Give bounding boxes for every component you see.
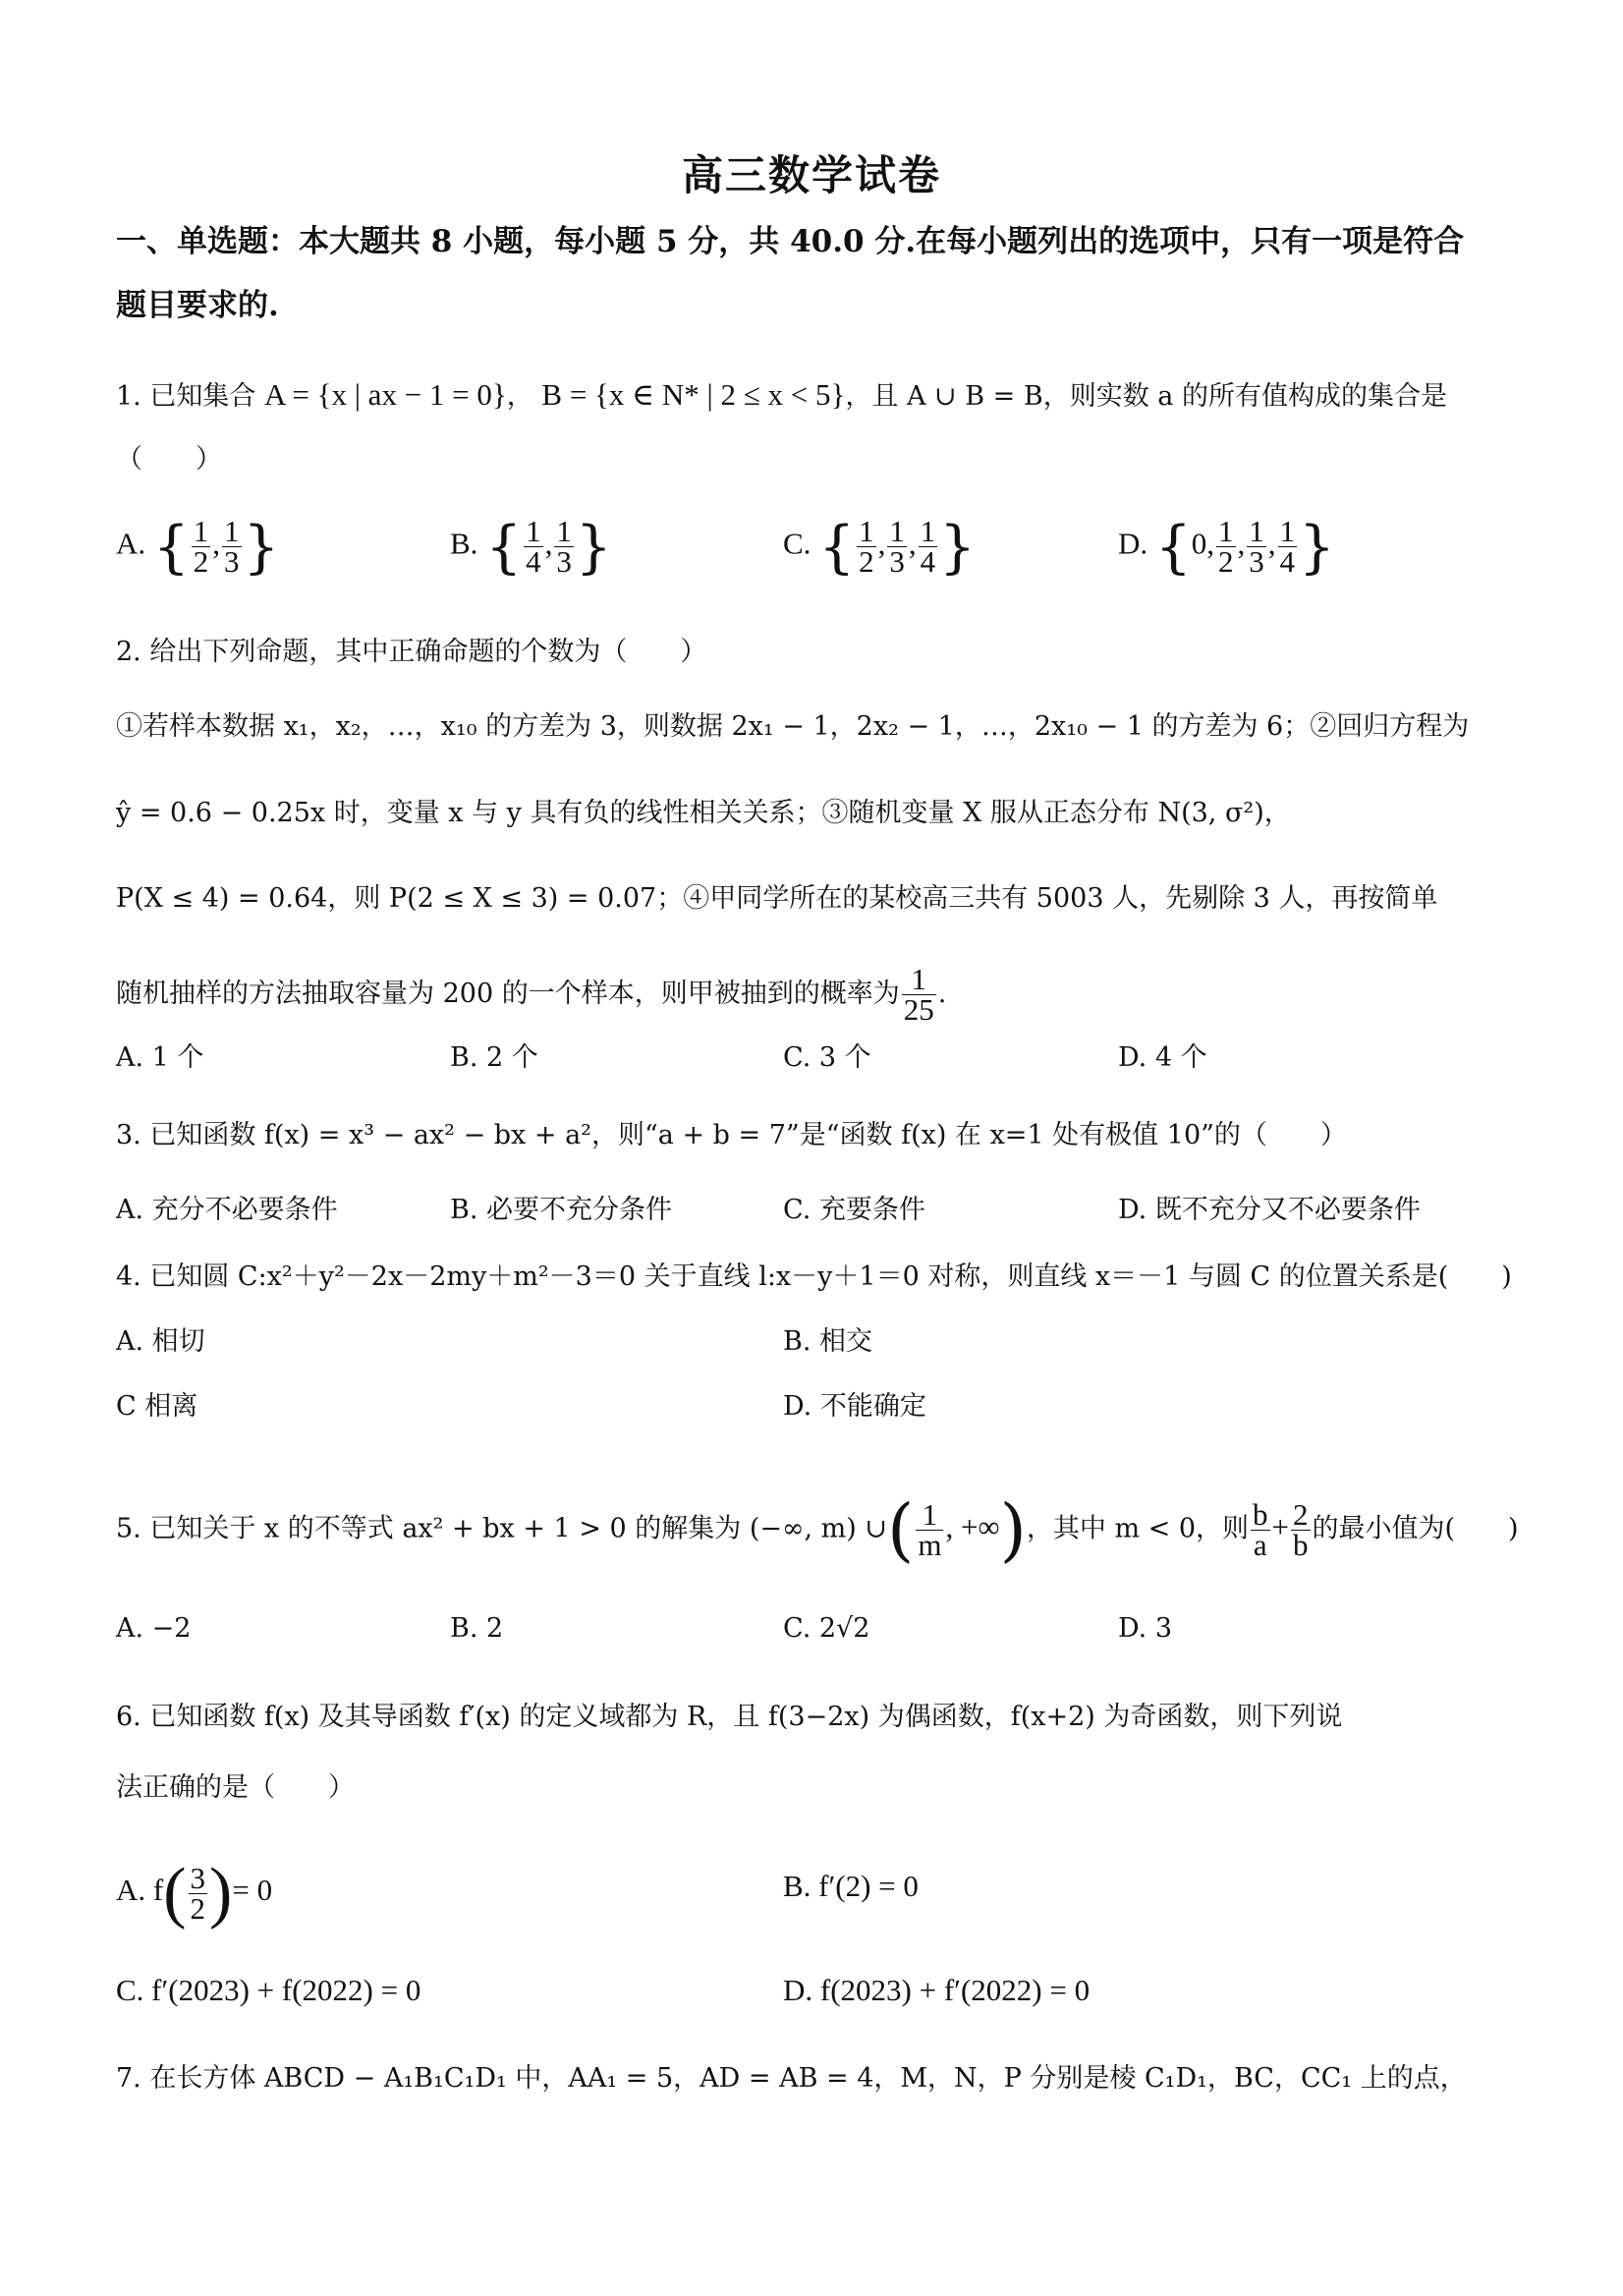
q1-set-b: B = {x ∈ N* | 2 ≤ x < 5} [541,377,846,412]
question-2-stem: 2. 给出下列命题，其中正确命题的个数为（ ） [116,637,707,667]
q1-option-c: C. { $\frac{1}{2}$ , $\frac{1}{3}$ , $\frac{1}{4}$ } [783,513,976,581]
q1-option-d: D. {0, $\frac{1}{2}$ , $\frac{1}{3}$ , $\frac{1}{4}$ } [1118,513,1335,581]
q4-option-d: D. 不能确定 [783,1391,926,1422]
q5-option-c: C. 2√2 [783,1613,870,1644]
q4-option-a: A. 相切 [116,1326,205,1357]
question-3-stem: 3. 已知函数 f(x) = x³ − ax² − bx + a²，则“a + b = 7”是“函数 f(x) 在 x=1 处有极值 10”的（ ） [116,1120,1347,1150]
question-4-stem: 4. 已知圆 C:x²＋y²－2x－2my＋m²－3＝0 关于直线 l:x－y＋1＝0 对称，则直线 x＝－1 与圆 C 的位置关系是( ) [116,1261,1512,1292]
q2-option-c: C. 3 个 [783,1042,871,1073]
q2-option-b: B. 2 个 [450,1042,538,1073]
q2-line-1: ①若样本数据 x₁，x₂，…，x₁₀ 的方差为 3，则数据 2x₁ − 1，2x₂ − 1，…，2x₁₀ − 1 的方差为 6；②回归方程为 [116,711,1470,742]
q6-option-a-label: A. [116,1873,146,1908]
q6-option-d: D. f(2023) + f′(2022) = 0 [783,1973,1091,2007]
q1-option-b: B. { $\frac{1}{4}$ , $\frac{1}{3}$ } [450,513,612,581]
q5-tail: 的最小值为( ) [1312,1513,1519,1544]
q6-line-2: 法正确的是（ ） [116,1772,355,1803]
q3-option-a: A. 充分不必要条件 [116,1195,338,1225]
q2-option-a: A. 1 个 [116,1042,204,1073]
q4-option-b: B. 相交 [783,1326,873,1357]
section-heading-cont: 题目要求的. [116,288,279,323]
q5-mid: ，其中 m < 0，则 [1026,1513,1250,1544]
q6-option-b: B. f′(2) = 0 [783,1869,919,1903]
q1-mid: ，且 A ∪ B = B，则实数 a 的所有值构成的集合是 [845,381,1447,412]
q5-option-b: B. 2 [450,1613,504,1644]
page-title: 高三数学试卷 [681,151,941,199]
q1-option-d-label: D. [1118,526,1148,561]
q3-option-c: C. 充要条件 [783,1195,925,1225]
q3-option-d: D. 既不充分又不必要条件 [1118,1195,1421,1225]
question-6-stem: 6. 已知函数 f(x) 及其导函数 f′(x) 的定义域都为 R，且 f(3−2x) 为偶函数，f(x+2) 为奇函数，则下列说 [116,1702,1343,1732]
q1-set-a: A = {x | ax − 1 = 0} [263,377,507,412]
q2-option-d: D. 4 个 [1118,1042,1207,1073]
q2-line-4: 随机抽样的方法抽取容量为 200 的一个样本，则甲被抽到的概率为 $\frac{1}{25}$ . [116,962,947,1027]
q2-fraction: $\frac{1}{25}$ [903,962,934,1027]
q2-line-3: P(X ≤ 4) = 0.64，则 P(2 ≤ X ≤ 3) = 0.07；④甲同学所在的某校高三共有 5003 人，先剔除 3 人，再按简单 [116,883,1438,914]
question-1-stem: 1. 已知集合 A = {x | ax − 1 = 0}， B = {x ∈ N* | 2 ≤ x < 5}，且 A ∪ B = B，则实数 a 的所有值构成的集合是 [116,377,1447,412]
q5-option-d: D. 3 [1118,1613,1173,1644]
q5-option-a: A. −2 [116,1613,192,1644]
section-heading: 一、单选题：本大题共 8 小题，每小题 5 分，共 40.0 分.在每小题列出的选项中，只有一项是符合 [116,224,1465,259]
question-5-stem: 5. 已知关于 x 的不等式 ax² + bx + 1 > 0 的解集为 (−∞, m) ∪( $\frac{1}{m}$ , +∞)，其中 m < 0，则 $\frac{b}{a}$ + $\frac{2}{b}$ 的最小值为( ) [116,1489,1519,1570]
q1-option-a-label: A. [116,526,146,561]
q1-option-a: A. { $\frac{1}{2}$ , $\frac{1}{3}$ } [116,513,280,581]
q1-prefix: 1. 已知集合 [116,381,256,412]
q1-paren: （ ） [116,444,222,475]
q1-option-b-label: B. [450,526,478,561]
q5-prefix: 5. 已知关于 x 的不等式 ax² + bx + 1 > 0 的解集为 (−∞, m) ∪ [116,1513,888,1544]
q6-option-c: C. f′(2023) + f(2022) = 0 [116,1973,421,2007]
q4-option-c: C 相离 [116,1391,198,1422]
q1-option-c-label: C. [783,526,812,561]
q2-line-2: ŷ = 0.6 − 0.25x 时，变量 x 与 y 具有负的线性相关关系；③随机变量 X 服从正态分布 N(3, σ²)， [116,798,1291,828]
q6-option-a: A. f( $\frac{3}{2}$ )= 0 [116,1855,273,1931]
question-7-stem: 7. 在长方体 ABCD − A₁B₁C₁D₁ 中，AA₁ = 5，AD = AB = 4，M，N，P 分别是棱 C₁D₁，BC，CC₁ 上的点， [116,2063,1467,2094]
q2-line-4-text: 随机抽样的方法抽取容量为 200 的一个样本，则甲被抽到的概率为 [116,979,900,1009]
q3-option-b: B. 必要不充分条件 [450,1195,673,1225]
